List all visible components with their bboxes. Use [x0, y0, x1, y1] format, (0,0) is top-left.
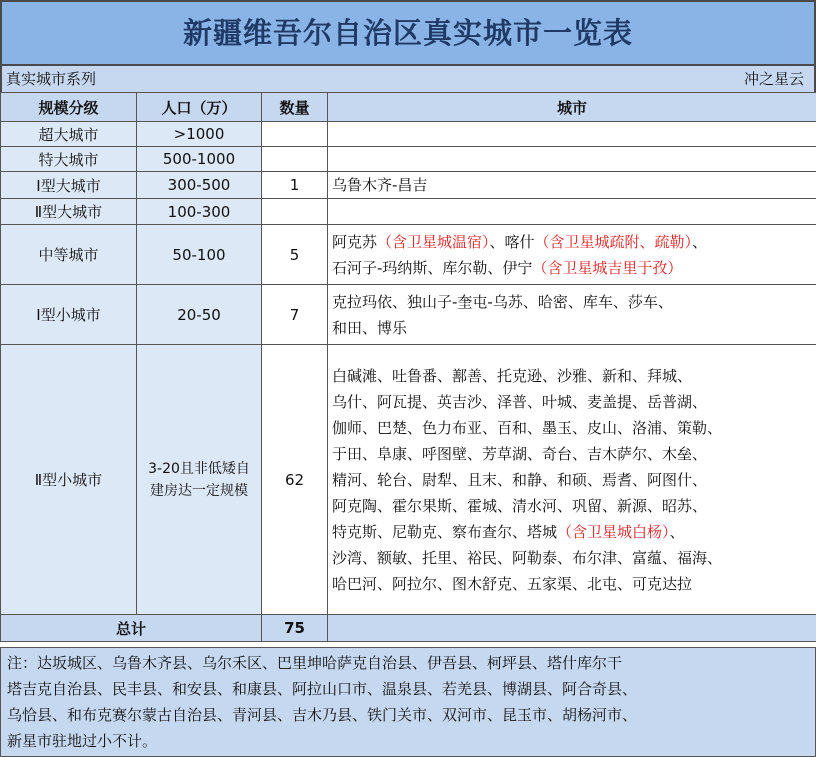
- city-text: 特克斯、尼勒克、察布查尔、塔城: [332, 522, 558, 541]
- count-cell: [262, 199, 328, 225]
- pop-cell: 20-50: [137, 285, 262, 345]
- header-level: 规模分级: [1, 93, 137, 122]
- level-cell: 中等城市: [1, 225, 137, 285]
- table-row: [1, 172, 816, 199]
- city-text: 、: [669, 522, 685, 541]
- author-label: 冲之星云: [743, 70, 804, 88]
- satellite-note: （含卫星城温宿）: [377, 232, 490, 251]
- count-cell: 1: [262, 172, 328, 199]
- level-cell: Ⅱ型小城市: [1, 345, 137, 615]
- count-cell: 5: [262, 225, 328, 285]
- city-text: 阿克陶、霍尔果斯、霍城、清水河、巩留、新源、昭苏、: [332, 496, 708, 515]
- city-text: 沙湾、额敏、托里、裕民、阿勒泰、布尔津、富蕴、福海、: [332, 548, 723, 567]
- pop-cell: 300-500: [137, 172, 262, 199]
- city-text: 和田、博乐: [332, 318, 408, 337]
- pop-cell: 500-1000: [137, 147, 262, 172]
- level-cell: Ⅰ型小城市: [1, 285, 137, 345]
- cities-cell: [328, 285, 816, 345]
- level-cell: 超大城市: [1, 122, 137, 147]
- level-cell: 特大城市: [1, 147, 137, 172]
- table-row: [1, 199, 816, 225]
- header-row: [1, 93, 816, 122]
- note-line: 新星市驻地过小不计。: [7, 732, 158, 750]
- count-cell: [262, 147, 328, 172]
- table-row: [1, 147, 816, 172]
- pop-cell: 3-20且非低矮自建房达一定规模: [137, 345, 262, 615]
- table-row: [1, 285, 816, 345]
- city-text: 、: [692, 232, 708, 251]
- city-text: 石河子-玛纳斯、库尔勒、伊宁: [332, 258, 533, 277]
- satellite-note: （含卫星城吉里于孜）: [532, 258, 683, 277]
- city-table: [0, 92, 816, 642]
- cities-cell: 乌鲁木齐-昌吉: [328, 172, 816, 199]
- pop-cell: >1000: [137, 122, 262, 147]
- city-text: 阿克苏: [332, 232, 378, 251]
- level-cell: Ⅱ型大城市: [1, 199, 137, 225]
- series-label: 真实城市系列: [6, 70, 97, 88]
- city-text: 克拉玛依、独山子-奎屯-乌苏、哈密、库车、莎车、: [332, 292, 673, 311]
- table-row: [1, 345, 816, 615]
- city-text: 伽师、巴楚、色力布亚、百和、墨玉、皮山、洛浦、策勒、: [332, 418, 723, 437]
- satellite-note: （含卫星城疏附、疏勒）: [534, 232, 693, 251]
- header-count: 数量: [262, 93, 328, 122]
- pop-cell: 50-100: [137, 225, 262, 285]
- count-cell: 7: [262, 285, 328, 345]
- note-line: 乌恰县、和布克赛尔蒙古自治县、青河县、吉木乃县、铁门关市、双河市、昆玉市、胡杨河市、: [7, 706, 638, 724]
- satellite-note: （含卫星城白杨）: [557, 522, 670, 541]
- city-text: 、喀什: [489, 232, 535, 251]
- total-value: 75: [262, 615, 328, 642]
- footnote: [0, 647, 816, 757]
- city-text: 于田、阜康、呼图壁、芳草湖、奇台、吉木萨尔、木垒、: [332, 444, 708, 463]
- city-text: 精河、轮台、尉犁、且末、和静、和硕、焉耆、阿图什、: [332, 470, 708, 489]
- note-line: 塔吉克自治县、民丰县、和安县、和康县、阿拉山口市、温泉县、若羌县、博湖县、阿合奇县、: [7, 680, 638, 698]
- cities-cell: [328, 345, 816, 615]
- total-label: 总计: [1, 615, 262, 642]
- cities-cell: [328, 199, 816, 225]
- level-cell: Ⅰ型大城市: [1, 172, 137, 199]
- pop-cell: 100-300: [137, 199, 262, 225]
- note-line: 注：达坂城区、乌鲁木齐县、乌尔禾区、巴里坤哈萨克自治县、伊吾县、柯坪县、塔什库尔干: [7, 654, 623, 672]
- header-pop: 人口（万）: [137, 93, 262, 122]
- city-text: 白碱滩、吐鲁番、鄯善、托克逊、沙雅、新和、拜城、: [332, 366, 693, 385]
- total-row: [1, 615, 816, 642]
- table-row: [1, 225, 816, 285]
- table-title: 新疆维吾尔自治区真实城市一览表: [0, 0, 816, 66]
- count-cell: [262, 122, 328, 147]
- cities-cell: [328, 225, 816, 285]
- cities-cell: [328, 122, 816, 147]
- table-row: [1, 122, 816, 147]
- header-cities: 城市: [328, 93, 816, 122]
- cities-cell: [328, 147, 816, 172]
- count-cell: 62: [262, 345, 328, 615]
- city-text: 哈巴河、阿拉尔、图木舒克、五家渠、北屯、可克达拉: [332, 574, 693, 593]
- total-empty: [328, 615, 816, 642]
- series-bar: [0, 66, 816, 92]
- city-text: 乌什、阿瓦提、英吉沙、泽普、叶城、麦盖提、岳普湖、: [332, 392, 708, 411]
